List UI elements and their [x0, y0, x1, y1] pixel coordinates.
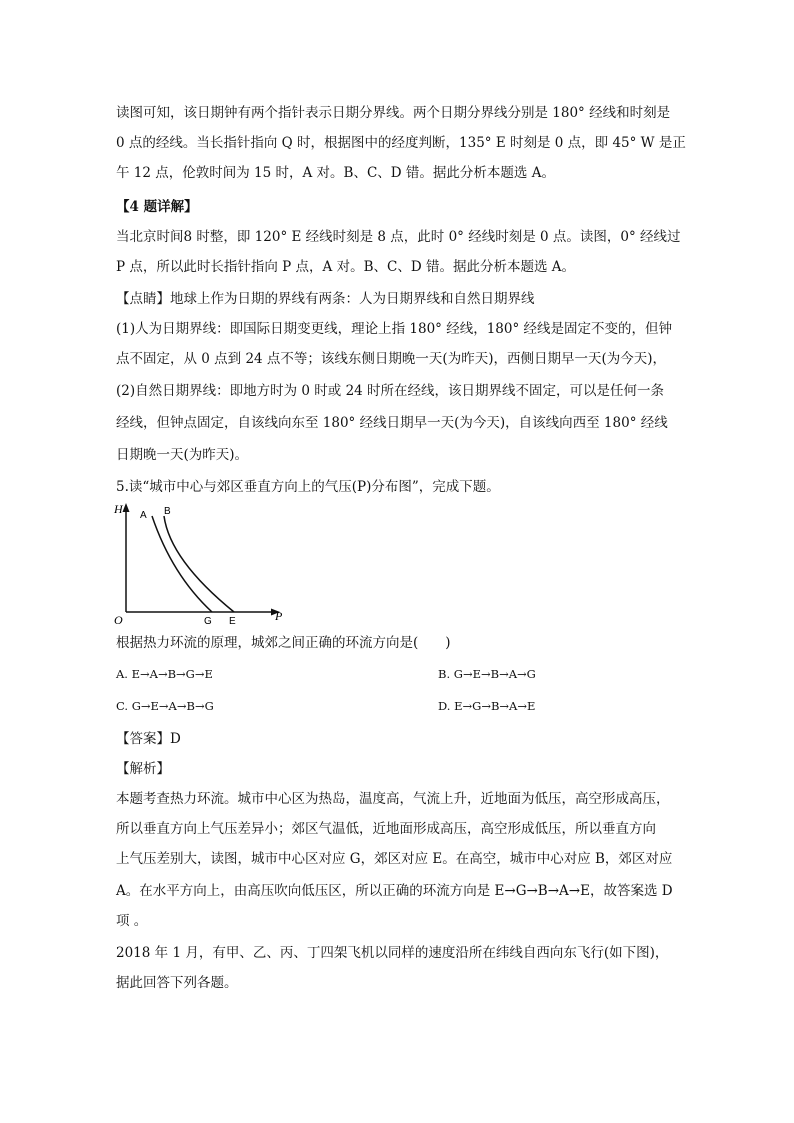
option-c: C. G→E→A→B→G [116, 699, 214, 713]
text-line: 经线，但钟点固定，自该线向东至 180° 经线日期早一天(为今天)，自该线向西至 180° 经线 [116, 415, 668, 431]
x-axis-label: P [275, 609, 283, 623]
text-line: 点不固定，从 0 点到 24 点不等；该线东侧日期晚一天(为昨天)，西侧日期早一天(为今天)， [116, 351, 666, 367]
point-g-label: G [204, 616, 212, 626]
analysis-line: 2018 年 1 月，有甲、乙、丙、丁四架飞机以同样的速度沿所在纬线自西向东飞行(如下图)， [116, 945, 669, 961]
text-line: 日期晚一天(为昨天)。 [116, 447, 249, 463]
text-line: 午 12 点，伦敦时间为 15 时，A 对。B、C、D 错。据此分析本题选 A。 [116, 165, 555, 181]
analysis-line: 项 。 [116, 913, 148, 929]
option-b: B. G→E→B→A→G [438, 667, 536, 681]
question-stem: 根据热力环流的原理，城郊之间正确的环流方向是( ) [116, 635, 451, 651]
analysis-line: A。在水平方向上，由高压吹向低压区，所以正确的环流方向是 E→G→B→A→E，故答案选 D [116, 883, 673, 899]
option-a: A. E→A→B→G→E [116, 667, 213, 681]
curve-b-label: B [164, 506, 171, 517]
text-line: P 点，所以此时长指针指向 P 点，A 对。B、C、D 错。据此分析本题选 A。 [116, 259, 575, 275]
pressure-distribution-figure [112, 500, 284, 626]
analysis-line: 据此回答下列各题。 [116, 975, 238, 991]
text-line: (2)自然日期界线：即地方时为 0 时或 24 时所在经线，该日期界线不固定，可以是任何一条 [116, 383, 665, 399]
text-line: 当北京时间8 时整，即 120° E 经线时刻是 8 点，此时 0° 经线时刻是 0 点。读图，0° 经线过 [116, 229, 681, 245]
analysis-line: 本题考查热力环流。城市中心区为热岛，温度高，气流上升，近地面为低压，高空形成高压， [116, 791, 670, 807]
analysis-line: 上气压差别大，读图，城市中心区对应 G，郊区对应 E。在高空，城市中心对应 B，郊区对应 [116, 851, 673, 867]
curve-a-g [152, 516, 212, 612]
y-axis-label: H [114, 502, 123, 516]
point-e-label: E [229, 616, 236, 626]
option-d: D. E→G→B→A→E [438, 699, 536, 713]
analysis-line: 所以垂直方向上气压差异小；郊区气温低，近地面形成高压，高空形成低压，所以垂直方向 [116, 821, 656, 837]
question-intro: 5.读“城市中心与郊区垂直方向上的气压(P)分布图”，完成下题。 [116, 479, 500, 495]
text-line: 0 点的经线。当长指针指向 Q 时，根据图中的经度判断，135° E 时刻是 0 点，即 45° W 是正 [116, 135, 686, 151]
answer-label: 【答案】D [116, 731, 181, 747]
origin-label: O [114, 613, 123, 626]
text-line: (1)人为日期界线：即国际日期变更线，理论上指 180° 经线，180° 经线是固定不变的，但钟 [116, 321, 673, 337]
section-heading: 【4 题详解】 [116, 199, 198, 215]
y-axis-arrow [123, 503, 130, 512]
curve-a-label: A [140, 510, 147, 521]
analysis-heading: 【解析】 [116, 761, 170, 777]
section-heading: 【点睛】地球上作为日期的界线有两条：人为日期界线和自然日期界线 [116, 291, 535, 307]
text-line: 读图可知，该日期钟有两个指针表示日期分界线。两个日期分界线分别是 180° 经线和时刻是 [116, 105, 671, 121]
